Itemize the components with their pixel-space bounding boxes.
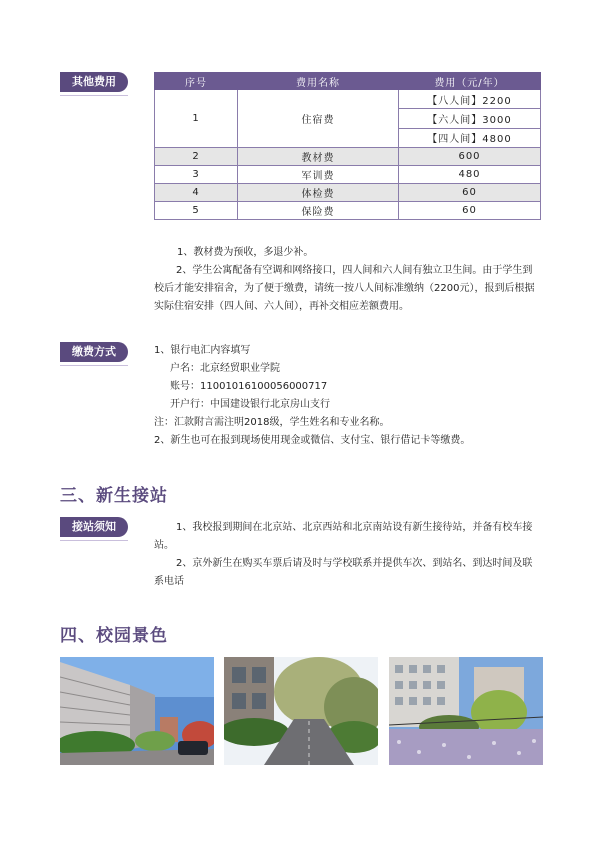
table-row [155, 166, 541, 184]
table-row [155, 148, 541, 166]
row-name: 体检费 [238, 184, 399, 202]
row-amount: 600 [399, 148, 541, 166]
table-row [155, 90, 541, 109]
campus-photo-1 [60, 657, 214, 765]
fee-note-1: 1、教材费为预收，多退少补。 [177, 247, 314, 258]
fees-table [154, 72, 541, 220]
campus-photo-3 [389, 657, 543, 765]
row-name: 住宿费 [238, 90, 399, 148]
payment-account-name: 户名：北京经贸职业学院 [170, 363, 280, 374]
row-amount: 【六人间】3000 [399, 109, 541, 128]
row-no: 3 [155, 166, 238, 184]
section4-title: 四、校园景色 [60, 626, 168, 646]
other-fees-tag: 其他费用 [60, 72, 128, 92]
row-no: 4 [155, 184, 238, 202]
col-header-no: 序号 [155, 73, 238, 90]
row-name: 教材费 [238, 148, 399, 166]
row-name: 军训费 [238, 166, 399, 184]
row-amount: 60 [399, 184, 541, 202]
section3-title: 三、新生接站 [60, 486, 168, 506]
payment-tag: 缴费方式 [60, 342, 128, 362]
table-row [155, 184, 541, 202]
pickup-para-2: 2、京外新生在购买车票后请及时与学校联系并提供车次、到站名、到达时间及联系电话 [154, 558, 533, 587]
pickup-para-1: 1、我校报到期间在北京站、北京西站和北京南站设有新生接待站，并备有校车接站。 [154, 522, 533, 551]
col-header-amount: 费用（元/年） [399, 73, 541, 90]
pickup-tag: 接站须知 [60, 517, 128, 537]
payment-note: 注：汇款附言需注明2018级，学生姓名和专业名称。 [154, 417, 390, 428]
table-header-row [155, 73, 541, 90]
row-name: 保险费 [238, 202, 399, 220]
payment-bank: 开户行：中国建设银行北京房山支行 [170, 399, 330, 410]
col-header-name: 费用名称 [238, 73, 399, 90]
payment-line-1: 1、银行电汇内容填写 [154, 345, 251, 356]
campus-photo-2 [224, 657, 378, 765]
row-no: 5 [155, 202, 238, 220]
row-amount: 【八人间】2200 [399, 90, 541, 109]
row-amount: 【四人间】4800 [399, 128, 541, 147]
row-no: 2 [155, 148, 238, 166]
row-amount: 480 [399, 166, 541, 184]
payment-line-2: 2、新生也可在报到现场使用现金或微信、支付宝、银行借记卡等缴费。 [154, 435, 471, 446]
row-amount: 60 [399, 202, 541, 220]
table-row [155, 202, 541, 220]
row-no: 1 [155, 90, 238, 148]
payment-account-number: 账号：11001016100056000717 [170, 381, 328, 392]
fee-note-2: 2、学生公寓配备有空调和网络接口，四人间和六人间有独立卫生间。由于学生到校后才能安排宿舍，为了便于缴费，请统一按八人间标准缴纳（2200元），报到后根据实际住宿安排（四人间、六人间），再补交相应差额费用。 [154, 265, 535, 312]
